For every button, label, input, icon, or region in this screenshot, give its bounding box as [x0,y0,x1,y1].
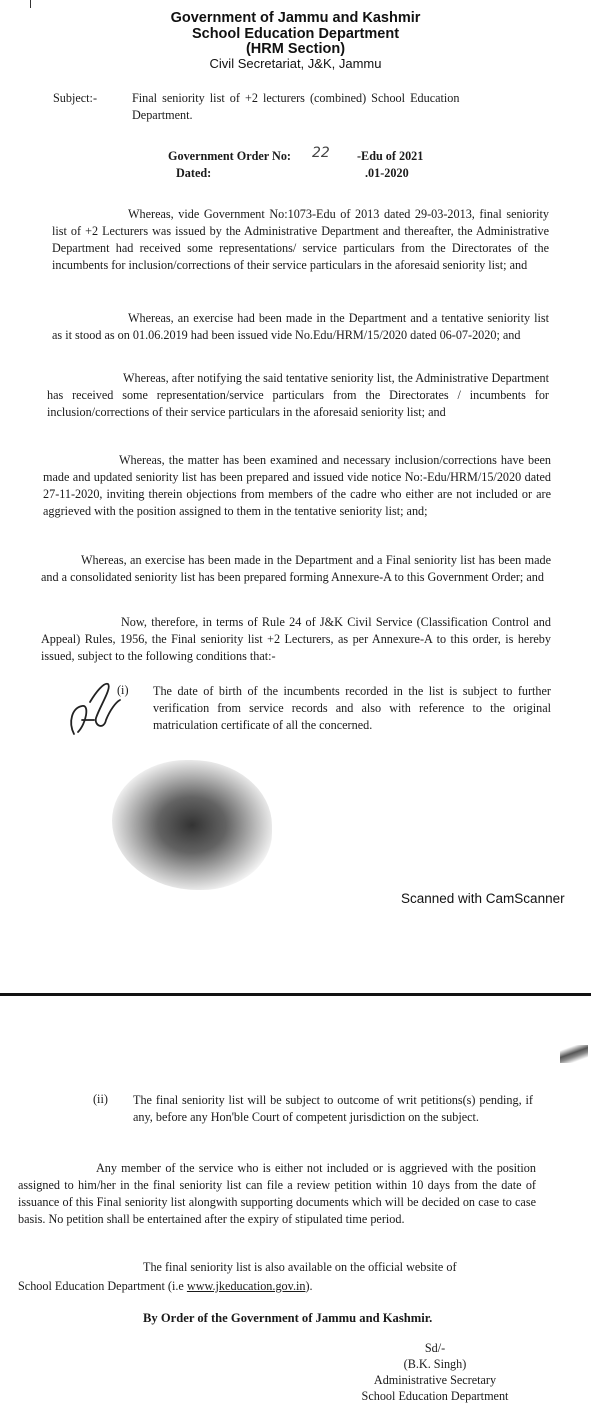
paragraph-5: Whereas, an exercise has been made in the Department and a Final seniority list has been made and a consolidated seniority list has been prepared forming Annexure-A to this Government Order; and [41,553,551,584]
order-number-handwritten: 22 [312,145,330,161]
page-corner-mark [30,0,31,8]
scanner-watermark: Scanned with CamScanner [401,891,565,906]
website-line-1: The final seniority list is also available on the official website of [143,1260,457,1274]
signature-sd: Sd/- [424,1341,446,1355]
signatory-name: (B.K. Singh) [403,1357,467,1371]
website-prefix: School Education Department (i.e [18,1279,184,1293]
subject-text-line-1: Final seniority list of +2 lecturers (combined) School Education [132,91,460,105]
condition-i-label: (i) [117,683,129,697]
signatory-designation: Administrative Secretary [373,1373,497,1387]
page-corner-scribble [560,1045,588,1063]
subject-label: Subject:- [53,91,98,105]
paragraph-2-text: Whereas, an exercise had been made in the Department and a tentative seniority list as it stood as on 01.06.2019 had been issued vide No.Edu/HRM/15/2020 dated 06-07-2020; and [52,311,549,342]
website-link[interactable]: www.jkeducation.gov.in [186,1279,306,1293]
website-line-2 [18,1279,313,1294]
website-suffix: ). [305,1279,313,1293]
subject-text-line-2: Department. [132,108,193,122]
condition-ii-text: The final seniority list will be subject to outcome of writ petitions(s) pending, if any, before any Hon'ble Court of competent jurisdiction on the subject. [133,1093,533,1124]
signature-block [340,1340,530,1404]
order-label: Government Order No: [168,149,291,163]
condition-ii-label: (ii) [93,1092,108,1106]
header-government: Government of Jammu and Kashmir [170,10,421,26]
paragraph-2 [52,310,549,344]
by-order-line: By Order of the Government of Jammu and Kashmir. [143,1311,433,1325]
paragraph-4: Whereas, the matter has been examined and necessary inclusion/corrections have been made and updated seniority list has been prepared and issued vide notice No:-Edu/HRM/15/2020 dated 27-11-2020, inviting therein objections from members of the cadre who either are not included or are aggrieved with the position assigned to them in the tentative seniority list; and; [43,453,551,518]
header-address: Civil Secretariat, J&K, Jammu [209,56,382,71]
paragraph-review-petition: Any member of the service who is either not included or is aggrieved with the position assigned to him/her in the final seniority list can file a review petition within 10 days from the date of issuance of this Final seniority list alongwith supporting documents which will be decided on case to case basis. No petition shall be entertained after the expiry of stipulated time period. [18,1161,536,1226]
header-department: School Education Department [191,26,400,42]
page-divider [0,993,591,996]
order-suffix: -Edu of 2021 [357,149,424,163]
header-section: (HRM Section) [245,41,346,57]
paragraph-1: Whereas, vide Government No:1073-Edu of 2013 dated 29-03-2013, final seniority list of +2 Lecturers was issued by the Administrative Department and thereafter, the Administrative Department had received some representations/ service particulars from the Directorates of the incumbents for inclusion/corrections of their service particulars in the aforesaid seniority list; and [52,207,549,272]
dated-value: .01-2020 [365,166,409,180]
paragraph-3: Whereas, after notifying the said tentative seniority list, the Administrative Department has received some representation/service particulars from the Directorates / incumbents for inclusion/corrections of their service particulars in the aforesaid seniority list; and [47,371,549,419]
scan-smudge [112,760,272,890]
handwritten-initials-signature [60,672,130,752]
dated-label: Dated: [176,166,212,180]
condition-i-text: The date of birth of the incumbents recorded in the list is subject to further verification from service records and also with reference to the original matriculation certificate of all the concerned. [153,684,551,732]
signatory-department: School Education Department [361,1389,509,1403]
paragraph-6: Now, therefore, in terms of Rule 24 of J&K Civil Service (Classification Control and Appeal) Rules, 1956, the Final seniority list +2 Lecturers, as per Annexure-A to this order, is hereby issued, subject to the following conditions that:- [41,615,551,663]
